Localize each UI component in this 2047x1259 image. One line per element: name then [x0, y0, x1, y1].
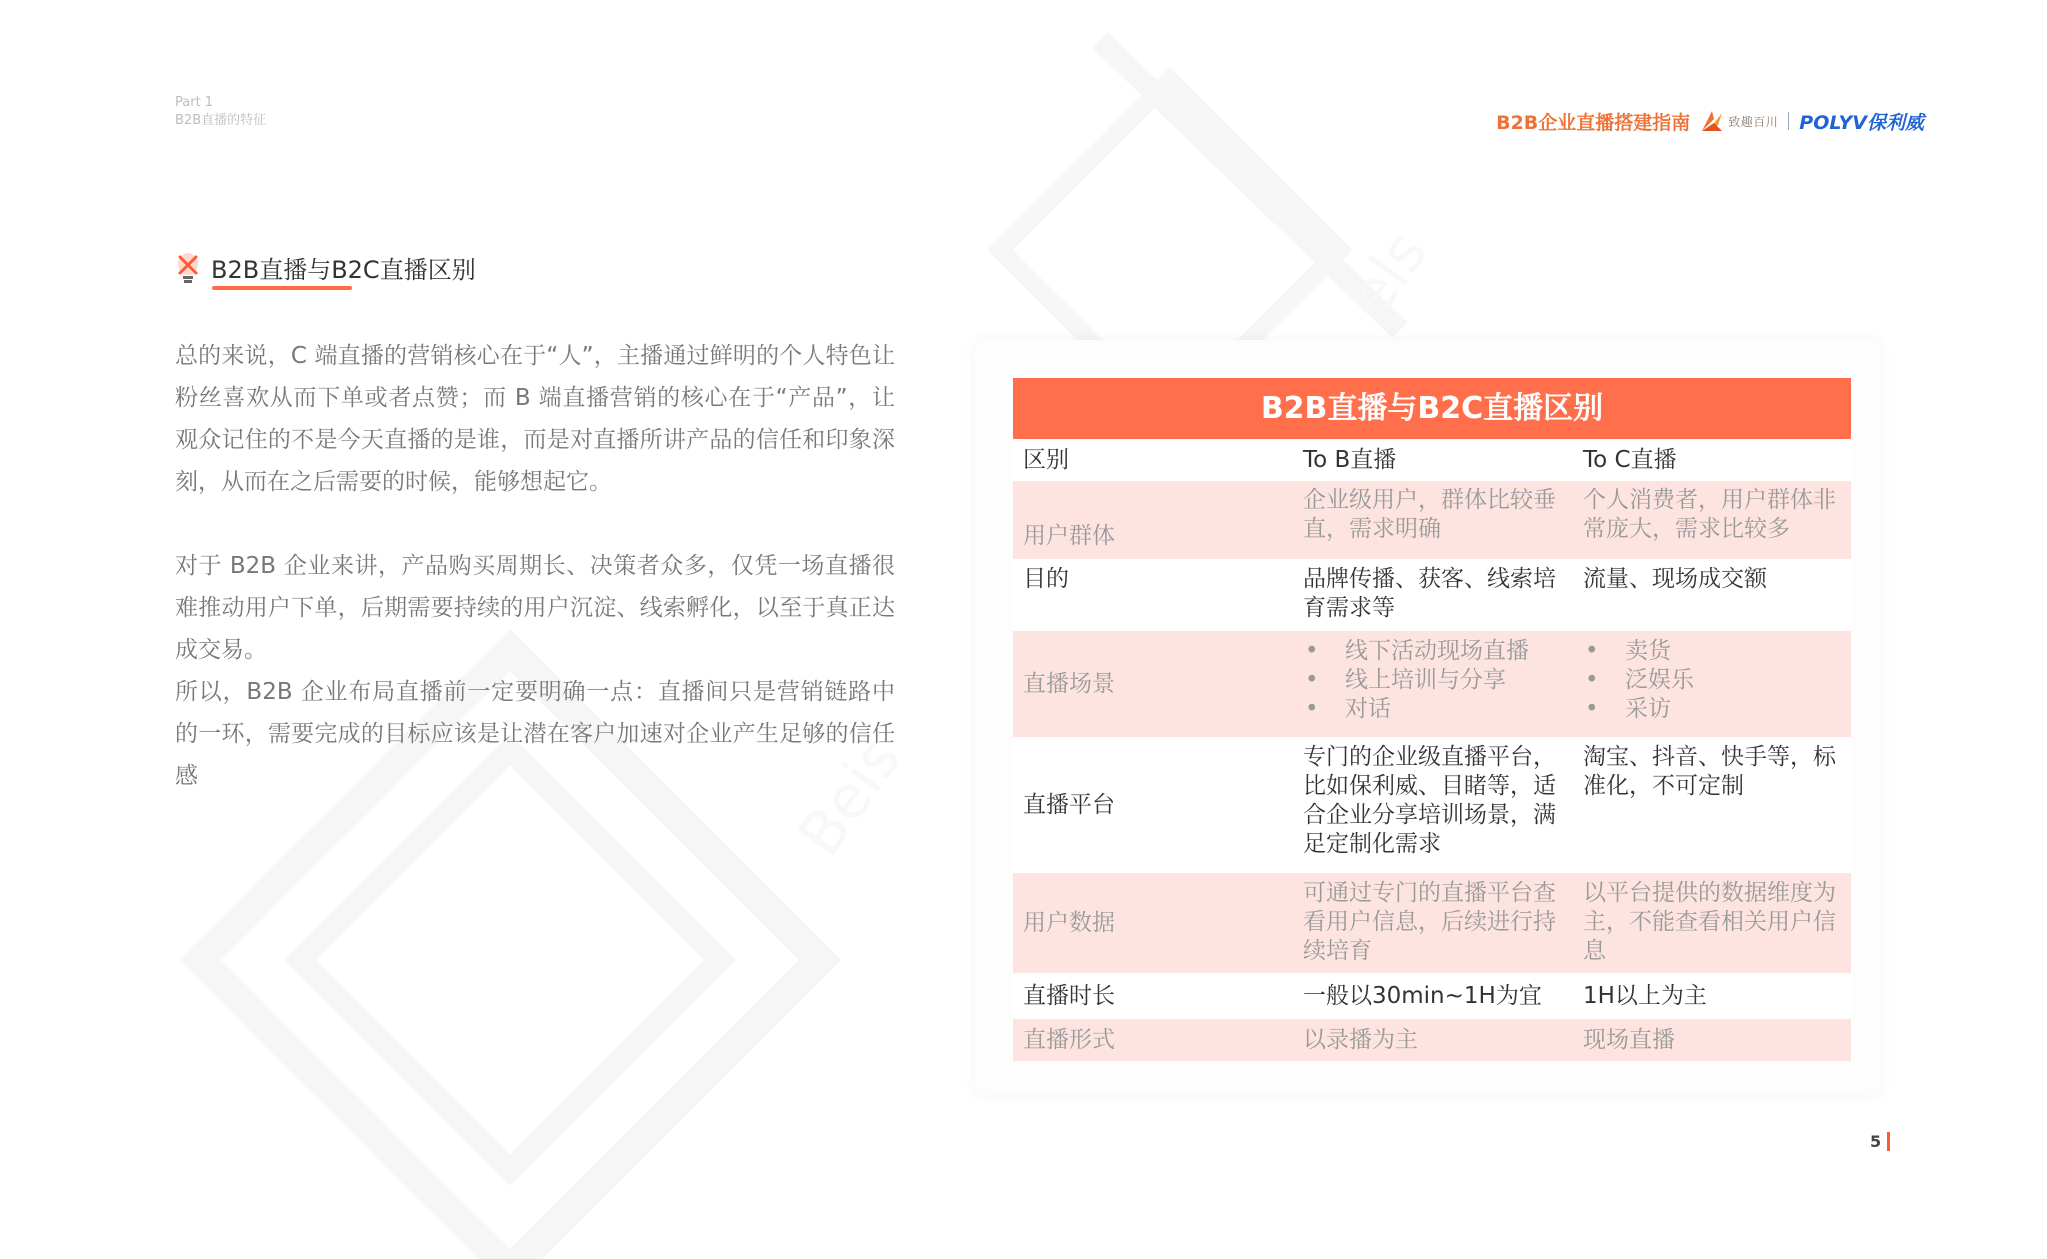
toc-cell: 流量、现场成交额	[1583, 566, 1767, 592]
tob-cell	[1293, 631, 1573, 737]
section-heading-text: B2B直播与B2C直播区别	[211, 256, 476, 284]
tob-cell: 品牌传播、获客、线索培育需求等	[1303, 566, 1556, 621]
table-row-purpose	[1013, 559, 1851, 631]
list-item: • 泛娱乐	[1585, 667, 1694, 693]
tob-cell: 专门的企业级直播平台，比如保利威、目睹等，适合企业分享培训场景，满足定制化需求	[1303, 744, 1556, 857]
toc-cell: 现场直播	[1583, 1026, 1675, 1053]
tob-cell: 可通过专门的直播平台查看用户信息，后续进行持续培育	[1303, 880, 1556, 964]
list-item: • 线上培训与分享	[1305, 667, 1506, 693]
tob-scenario-list	[1303, 637, 1563, 724]
row-label: 直播时长	[1023, 982, 1115, 1009]
table-row-format	[1013, 1019, 1851, 1061]
svg-text:els: els	[1334, 218, 1441, 329]
toc-cell: 淘宝、抖音、快手等，标准化，不可定制	[1583, 744, 1836, 799]
row-label: 用户群体	[1023, 523, 1115, 549]
toc-cell: 1H以上为主	[1583, 982, 1707, 1009]
header-cell-distinction: 区别	[1023, 446, 1069, 473]
list-item: • 卖货	[1585, 638, 1671, 664]
table-header-row	[1013, 439, 1851, 481]
heading-underline	[212, 286, 352, 290]
part-number: Part 1	[175, 95, 214, 110]
row-label: 目的	[1023, 566, 1069, 592]
table-row-user-data	[1013, 873, 1851, 973]
toc-scenario-list	[1583, 637, 1841, 724]
comparison-table	[1013, 378, 1851, 1061]
table-row-platform	[1013, 737, 1851, 873]
paragraph-1: 总的来说，C 端直播的营销核心在于“人”，主播通过鲜明的个人特色让粉丝喜欢从而下单或者点赞；而 B 端直播营销的核心在于“产品”，让观众记住的不是今天直播的是谁，而是对直播所讲产品的信任和印象深刻，从而在之后需要的时候，能够想起它。	[175, 343, 895, 495]
toc-cell: 个人消费者，用户群体非常庞大，需求比较多	[1583, 487, 1836, 542]
page-number: 5	[1870, 1132, 1882, 1151]
brand-divider	[1788, 112, 1789, 130]
table-row-scenario	[1013, 631, 1851, 737]
list-item: • 线下活动现场直播	[1305, 638, 1529, 664]
tob-cell: 企业级用户，群体比较垂直，需求明确	[1303, 487, 1556, 542]
beischuan-logo-icon	[1700, 109, 1724, 133]
polyv-logo: POLYV保利威	[1799, 111, 1924, 134]
beischuan-logo	[1700, 109, 1778, 133]
section-title: B2B直播的特征	[175, 113, 267, 128]
page-number-bar	[1887, 1132, 1890, 1151]
section-label	[175, 94, 266, 130]
section-heading	[175, 250, 476, 285]
toc-cell: 以平台提供的数据维度为主，不能查看相关用户信息	[1583, 880, 1836, 964]
paragraph-2: 对于 B2B 企业来讲，产品购买周期长、决策者众多，仅凭一场直播很难推动用户下单，后期需要持续的用户沉淀、线索孵化，以至于真正达成交易。	[175, 553, 895, 663]
header-cell-toc: To C直播	[1583, 446, 1677, 473]
guide-title: B2B企业直播搭建指南	[1496, 111, 1691, 134]
toc-cell	[1573, 631, 1851, 737]
row-label: 直播平台	[1023, 791, 1115, 818]
table-row-duration	[1013, 973, 1851, 1019]
table-row-user-group	[1013, 481, 1851, 559]
row-label: 用户数据	[1023, 909, 1115, 936]
row-label: 直播场景	[1023, 670, 1115, 697]
list-item: • 采访	[1585, 696, 1671, 722]
beischuan-logo-text: 致趣百川	[1728, 114, 1779, 129]
header-cell-tob: To B直播	[1303, 446, 1397, 473]
svg-text:Beis: Beis	[784, 725, 915, 869]
paragraph-3: 所以，B2B 企业布局直播前一定要明确一点：直播间只是营销链路中的一环，需要完成的目标应该是让潜在客户加速对企业产生足够的信任感	[175, 679, 895, 789]
list-item: • 对话	[1305, 696, 1391, 722]
row-label: 直播形式	[1023, 1026, 1115, 1053]
table-title: B2B直播与B2C直播区别	[1013, 378, 1851, 439]
tob-cell: 以录播为主	[1303, 1026, 1418, 1053]
tob-cell: 一般以30min~1H为宜	[1303, 982, 1542, 1009]
brand-bar	[1496, 105, 1924, 137]
bulb-icon	[175, 251, 201, 285]
